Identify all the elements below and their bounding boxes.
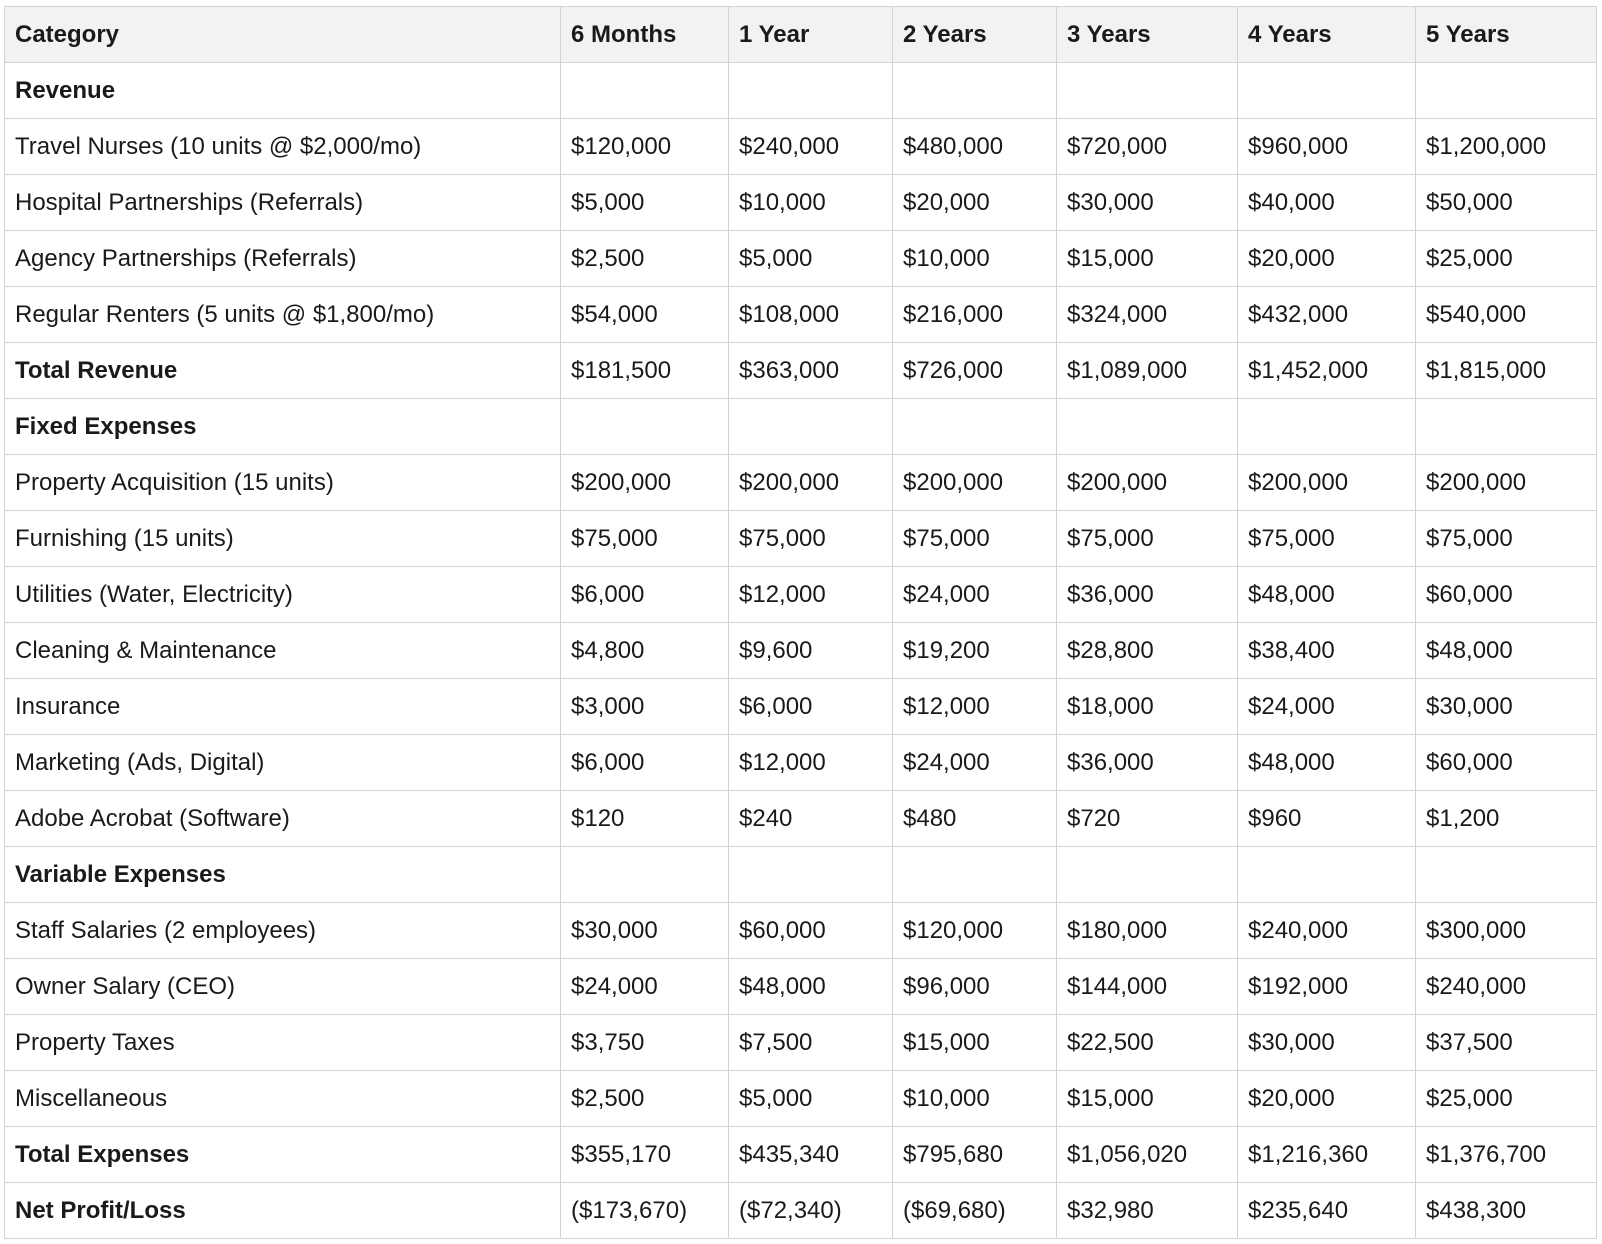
cell-1-year: $10,000 bbox=[729, 175, 893, 231]
cell-2-years: $24,000 bbox=[893, 567, 1057, 623]
column-header-4-years: 4 Years bbox=[1238, 7, 1416, 63]
cell-6-months: $5,000 bbox=[561, 175, 729, 231]
cell-3-years bbox=[1057, 63, 1238, 119]
cell-4-years bbox=[1238, 63, 1416, 119]
cell-1-year: $240,000 bbox=[729, 119, 893, 175]
cell-2-years: $480,000 bbox=[893, 119, 1057, 175]
cell-4-years: $432,000 bbox=[1238, 287, 1416, 343]
row-label: Furnishing (15 units) bbox=[5, 511, 561, 567]
cell-3-years: $22,500 bbox=[1057, 1015, 1238, 1071]
cell-2-years: $480 bbox=[893, 791, 1057, 847]
table-row bbox=[5, 287, 1597, 343]
cell-2-years bbox=[893, 399, 1057, 455]
cell-5-years: $240,000 bbox=[1416, 959, 1597, 1015]
cell-3-years: $15,000 bbox=[1057, 1071, 1238, 1127]
column-header-1-year: 1 Year bbox=[729, 7, 893, 63]
cell-2-years: $19,200 bbox=[893, 623, 1057, 679]
cell-6-months: $6,000 bbox=[561, 735, 729, 791]
cell-3-years: $32,980 bbox=[1057, 1183, 1238, 1239]
row-label: Variable Expenses bbox=[5, 847, 561, 903]
cell-4-years: $20,000 bbox=[1238, 1071, 1416, 1127]
cell-3-years: $180,000 bbox=[1057, 903, 1238, 959]
cell-6-months: $3,000 bbox=[561, 679, 729, 735]
table-row bbox=[5, 791, 1597, 847]
cell-2-years: $795,680 bbox=[893, 1127, 1057, 1183]
cell-3-years: $15,000 bbox=[1057, 231, 1238, 287]
cell-6-months bbox=[561, 63, 729, 119]
cell-2-years: $216,000 bbox=[893, 287, 1057, 343]
cell-4-years: $24,000 bbox=[1238, 679, 1416, 735]
cell-1-year bbox=[729, 63, 893, 119]
cell-1-year: $75,000 bbox=[729, 511, 893, 567]
cell-3-years: $200,000 bbox=[1057, 455, 1238, 511]
cell-3-years: $36,000 bbox=[1057, 735, 1238, 791]
cell-4-years: $192,000 bbox=[1238, 959, 1416, 1015]
cell-1-year: $240 bbox=[729, 791, 893, 847]
cell-5-years bbox=[1416, 847, 1597, 903]
cell-1-year: $9,600 bbox=[729, 623, 893, 679]
table-row-bold bbox=[5, 63, 1597, 119]
cell-3-years: $36,000 bbox=[1057, 567, 1238, 623]
cell-4-years: $1,216,360 bbox=[1238, 1127, 1416, 1183]
table-header bbox=[5, 7, 1597, 63]
cell-5-years: $200,000 bbox=[1416, 455, 1597, 511]
header-row bbox=[5, 7, 1597, 63]
cell-3-years bbox=[1057, 399, 1238, 455]
row-label: Net Profit/Loss bbox=[5, 1183, 561, 1239]
column-header-5-years: 5 Years bbox=[1416, 7, 1597, 63]
table-row bbox=[5, 175, 1597, 231]
cell-2-years: $15,000 bbox=[893, 1015, 1057, 1071]
row-label: Insurance bbox=[5, 679, 561, 735]
table-row bbox=[5, 1015, 1597, 1071]
cell-2-years: $12,000 bbox=[893, 679, 1057, 735]
table-row-bold bbox=[5, 1183, 1597, 1239]
cell-6-months: ($173,670) bbox=[561, 1183, 729, 1239]
table-row bbox=[5, 119, 1597, 175]
cell-6-months: $120 bbox=[561, 791, 729, 847]
table-row bbox=[5, 231, 1597, 287]
column-header-3-years: 3 Years bbox=[1057, 7, 1238, 63]
cell-5-years: $37,500 bbox=[1416, 1015, 1597, 1071]
cell-6-months: $6,000 bbox=[561, 567, 729, 623]
cell-3-years: $30,000 bbox=[1057, 175, 1238, 231]
cell-6-months: $54,000 bbox=[561, 287, 729, 343]
row-label: Hospital Partnerships (Referrals) bbox=[5, 175, 561, 231]
cell-1-year: $5,000 bbox=[729, 1071, 893, 1127]
cell-5-years: $48,000 bbox=[1416, 623, 1597, 679]
cell-5-years: $30,000 bbox=[1416, 679, 1597, 735]
table-row bbox=[5, 511, 1597, 567]
cell-1-year: $435,340 bbox=[729, 1127, 893, 1183]
cell-5-years: $60,000 bbox=[1416, 567, 1597, 623]
row-label: Owner Salary (CEO) bbox=[5, 959, 561, 1015]
cell-4-years: $30,000 bbox=[1238, 1015, 1416, 1071]
cell-5-years: $540,000 bbox=[1416, 287, 1597, 343]
cell-1-year bbox=[729, 399, 893, 455]
row-label: Adobe Acrobat (Software) bbox=[5, 791, 561, 847]
table-row bbox=[5, 455, 1597, 511]
cell-2-years: $10,000 bbox=[893, 1071, 1057, 1127]
cell-5-years: $60,000 bbox=[1416, 735, 1597, 791]
column-header-2-years: 2 Years bbox=[893, 7, 1057, 63]
table-row bbox=[5, 623, 1597, 679]
row-label: Staff Salaries (2 employees) bbox=[5, 903, 561, 959]
cell-2-years: $726,000 bbox=[893, 343, 1057, 399]
table-body bbox=[5, 63, 1597, 1239]
cell-3-years: $1,056,020 bbox=[1057, 1127, 1238, 1183]
cell-4-years: $48,000 bbox=[1238, 567, 1416, 623]
table-row bbox=[5, 567, 1597, 623]
cell-5-years: $25,000 bbox=[1416, 1071, 1597, 1127]
cell-6-months: $4,800 bbox=[561, 623, 729, 679]
table-row bbox=[5, 679, 1597, 735]
row-label: Total Expenses bbox=[5, 1127, 561, 1183]
cell-3-years: $144,000 bbox=[1057, 959, 1238, 1015]
table-row bbox=[5, 1071, 1597, 1127]
cell-3-years: $18,000 bbox=[1057, 679, 1238, 735]
cell-5-years: $75,000 bbox=[1416, 511, 1597, 567]
cell-2-years bbox=[893, 63, 1057, 119]
cell-6-months: $75,000 bbox=[561, 511, 729, 567]
cell-6-months: $3,750 bbox=[561, 1015, 729, 1071]
column-header-category: Category bbox=[5, 7, 561, 63]
cell-1-year: $48,000 bbox=[729, 959, 893, 1015]
cell-2-years: $96,000 bbox=[893, 959, 1057, 1015]
cell-5-years: $1,815,000 bbox=[1416, 343, 1597, 399]
cell-1-year: $7,500 bbox=[729, 1015, 893, 1071]
cell-3-years: $720 bbox=[1057, 791, 1238, 847]
row-label: Utilities (Water, Electricity) bbox=[5, 567, 561, 623]
row-label: Marketing (Ads, Digital) bbox=[5, 735, 561, 791]
cell-2-years: $20,000 bbox=[893, 175, 1057, 231]
cell-1-year bbox=[729, 847, 893, 903]
cell-6-months bbox=[561, 847, 729, 903]
table-row bbox=[5, 903, 1597, 959]
table-row-bold bbox=[5, 343, 1597, 399]
row-label: Cleaning & Maintenance bbox=[5, 623, 561, 679]
cell-6-months bbox=[561, 399, 729, 455]
cell-6-months: $30,000 bbox=[561, 903, 729, 959]
cell-3-years: $75,000 bbox=[1057, 511, 1238, 567]
cell-1-year: $5,000 bbox=[729, 231, 893, 287]
table-row bbox=[5, 735, 1597, 791]
cell-3-years: $1,089,000 bbox=[1057, 343, 1238, 399]
cell-3-years bbox=[1057, 847, 1238, 903]
cell-2-years bbox=[893, 847, 1057, 903]
cell-3-years: $28,800 bbox=[1057, 623, 1238, 679]
cell-1-year: $363,000 bbox=[729, 343, 893, 399]
cell-6-months: $120,000 bbox=[561, 119, 729, 175]
cell-5-years: $1,376,700 bbox=[1416, 1127, 1597, 1183]
column-header-6-months: 6 Months bbox=[561, 7, 729, 63]
table-row-bold bbox=[5, 847, 1597, 903]
row-label: Travel Nurses (10 units @ $2,000/mo) bbox=[5, 119, 561, 175]
cell-6-months: $355,170 bbox=[561, 1127, 729, 1183]
row-label: Property Acquisition (15 units) bbox=[5, 455, 561, 511]
cell-5-years: $1,200 bbox=[1416, 791, 1597, 847]
cell-6-months: $2,500 bbox=[561, 1071, 729, 1127]
cell-2-years: $24,000 bbox=[893, 735, 1057, 791]
cell-5-years: $300,000 bbox=[1416, 903, 1597, 959]
cell-1-year: ($72,340) bbox=[729, 1183, 893, 1239]
cell-4-years: $960,000 bbox=[1238, 119, 1416, 175]
cell-5-years: $438,300 bbox=[1416, 1183, 1597, 1239]
cell-4-years: $1,452,000 bbox=[1238, 343, 1416, 399]
cell-4-years: $48,000 bbox=[1238, 735, 1416, 791]
cell-1-year: $12,000 bbox=[729, 735, 893, 791]
financial-projection-table bbox=[4, 6, 1597, 1239]
cell-6-months: $200,000 bbox=[561, 455, 729, 511]
cell-2-years: $120,000 bbox=[893, 903, 1057, 959]
cell-1-year: $108,000 bbox=[729, 287, 893, 343]
cell-1-year: $12,000 bbox=[729, 567, 893, 623]
cell-5-years: $25,000 bbox=[1416, 231, 1597, 287]
row-label: Property Taxes bbox=[5, 1015, 561, 1071]
row-label: Agency Partnerships (Referrals) bbox=[5, 231, 561, 287]
cell-4-years: $20,000 bbox=[1238, 231, 1416, 287]
cell-4-years: $38,400 bbox=[1238, 623, 1416, 679]
cell-2-years: $10,000 bbox=[893, 231, 1057, 287]
cell-4-years: $960 bbox=[1238, 791, 1416, 847]
cell-4-years: $200,000 bbox=[1238, 455, 1416, 511]
row-label: Total Revenue bbox=[5, 343, 561, 399]
row-label: Regular Renters (5 units @ $1,800/mo) bbox=[5, 287, 561, 343]
cell-4-years: $240,000 bbox=[1238, 903, 1416, 959]
cell-6-months: $2,500 bbox=[561, 231, 729, 287]
row-label: Revenue bbox=[5, 63, 561, 119]
financial-projection-table-container bbox=[4, 6, 1596, 1239]
cell-5-years bbox=[1416, 399, 1597, 455]
cell-2-years: $200,000 bbox=[893, 455, 1057, 511]
cell-5-years bbox=[1416, 63, 1597, 119]
cell-1-year: $6,000 bbox=[729, 679, 893, 735]
cell-3-years: $720,000 bbox=[1057, 119, 1238, 175]
cell-2-years: ($69,680) bbox=[893, 1183, 1057, 1239]
cell-5-years: $50,000 bbox=[1416, 175, 1597, 231]
cell-1-year: $200,000 bbox=[729, 455, 893, 511]
cell-4-years: $235,640 bbox=[1238, 1183, 1416, 1239]
table-row-bold bbox=[5, 399, 1597, 455]
cell-6-months: $181,500 bbox=[561, 343, 729, 399]
cell-4-years bbox=[1238, 847, 1416, 903]
table-row bbox=[5, 959, 1597, 1015]
table-row-bold bbox=[5, 1127, 1597, 1183]
cell-6-months: $24,000 bbox=[561, 959, 729, 1015]
row-label: Miscellaneous bbox=[5, 1071, 561, 1127]
cell-2-years: $75,000 bbox=[893, 511, 1057, 567]
cell-4-years: $75,000 bbox=[1238, 511, 1416, 567]
cell-1-year: $60,000 bbox=[729, 903, 893, 959]
cell-5-years: $1,200,000 bbox=[1416, 119, 1597, 175]
cell-4-years: $40,000 bbox=[1238, 175, 1416, 231]
cell-4-years bbox=[1238, 399, 1416, 455]
cell-3-years: $324,000 bbox=[1057, 287, 1238, 343]
row-label: Fixed Expenses bbox=[5, 399, 561, 455]
